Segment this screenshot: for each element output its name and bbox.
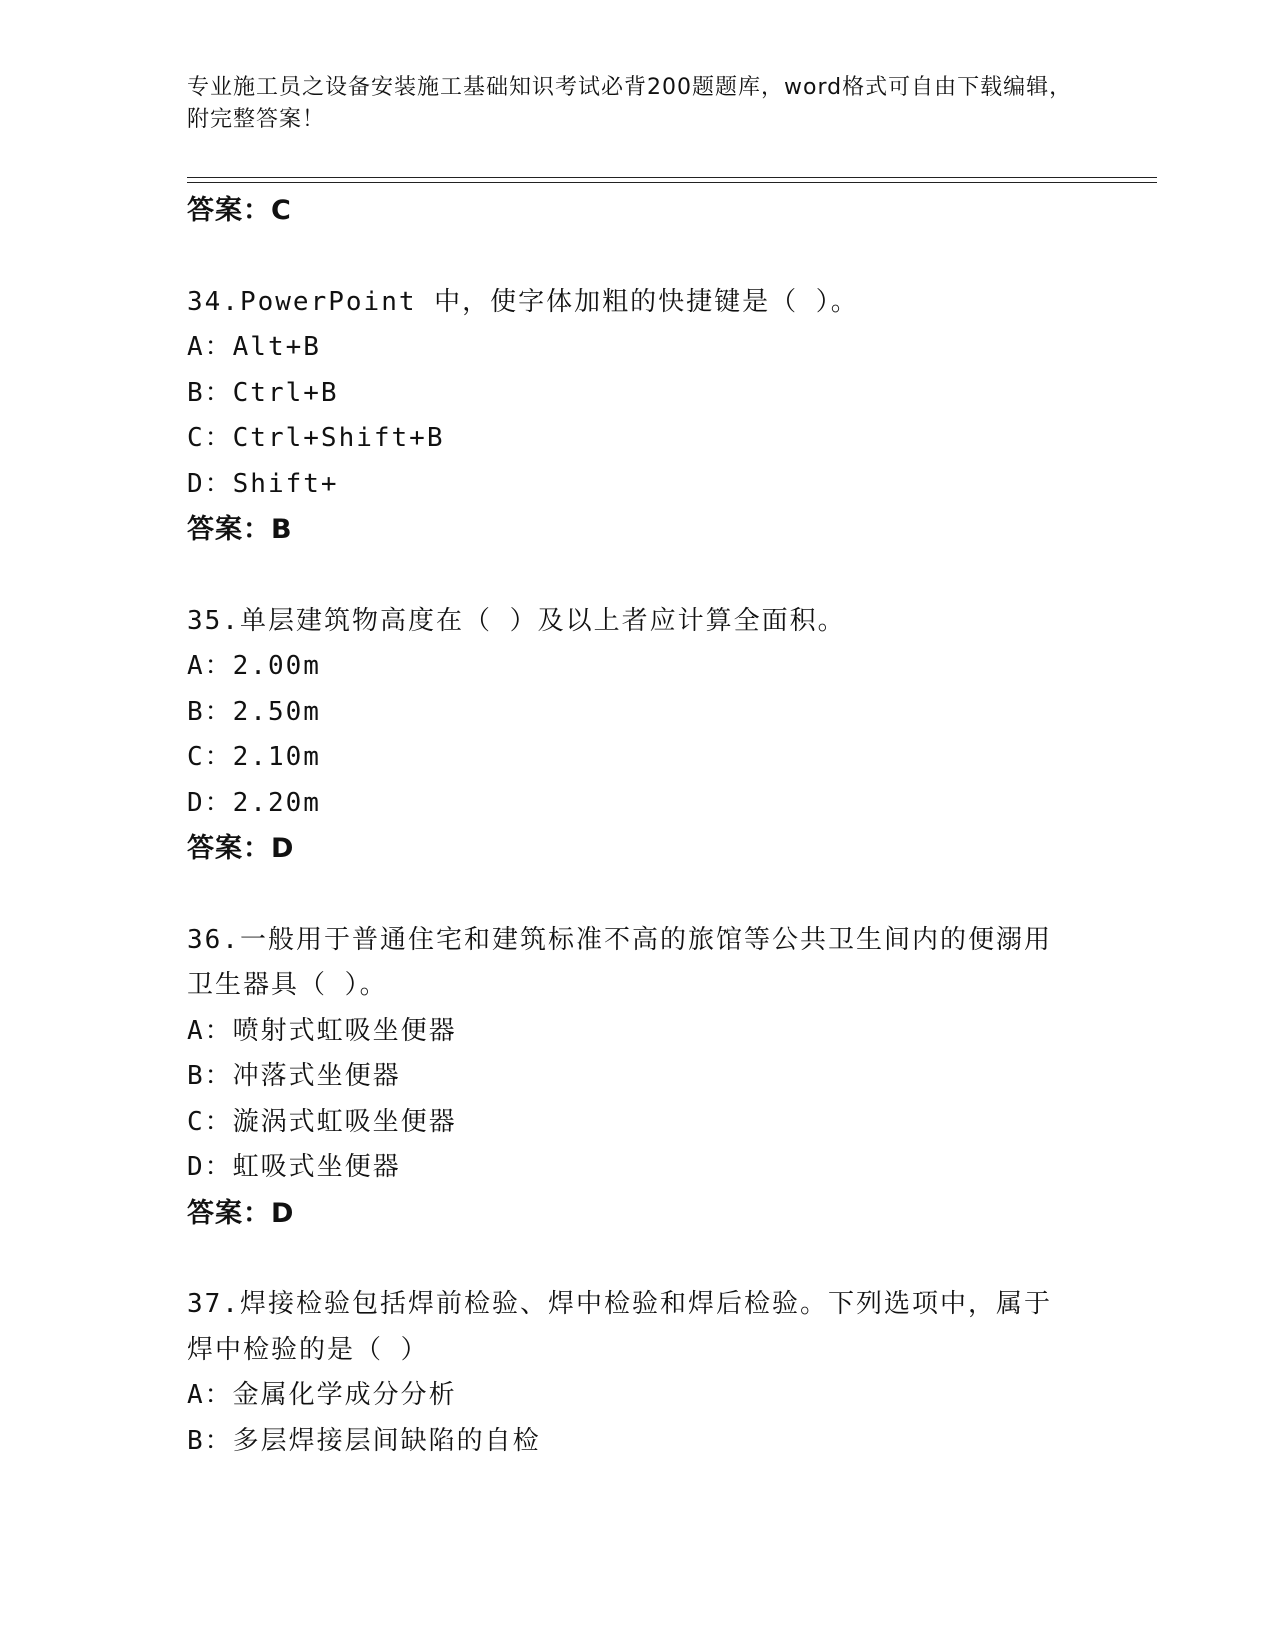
option-c: C：漩涡式虹吸坐便器 — [187, 1106, 457, 1137]
option-a: A：Alt+B — [187, 332, 321, 362]
question-number: 36. — [187, 924, 240, 955]
option-d: D：2.20m — [187, 787, 321, 818]
answer-value: C — [271, 195, 292, 226]
answer-value: D — [271, 1197, 295, 1229]
answer-label: 答案： — [187, 514, 271, 545]
spacer — [187, 234, 1087, 280]
answer-line — [187, 826, 1087, 872]
option-b: B：多层焊接层间缺陷的自检 — [187, 1425, 541, 1456]
question-number: 35. — [187, 605, 240, 636]
option-a: A：金属化学成分分析 — [187, 1380, 457, 1410]
question-number: 37. — [187, 1289, 240, 1319]
answer-label: 答案： — [187, 833, 271, 864]
answer-label: 答案： — [187, 1197, 271, 1229]
question-text: 一般用于普通住宅和建筑标准不高的旅馆等公共卫生间内的便溺用 — [239, 924, 1052, 955]
option-c: C：2.10m — [187, 742, 321, 772]
spacer — [187, 1236, 1087, 1282]
question-text-continued: 卫生器具（ ）。 — [187, 970, 388, 1000]
option-d: D：Shift+ — [187, 468, 339, 499]
question-35 — [187, 599, 1087, 645]
spacer — [187, 872, 1087, 918]
question-text: PowerPoint 中，使字体加粗的快捷键是（ ）。 — [239, 286, 859, 317]
answer-line — [187, 188, 1087, 234]
header-rule-top — [187, 177, 1157, 178]
option-c: C：Ctrl+Shift+B — [187, 423, 445, 453]
question-36 — [187, 918, 1087, 964]
document-header: 专业施工员之设备安装施工基础知识考试必背200题题库，word格式可自由下载编辑，附完整答案！ — [187, 75, 1073, 132]
answer-value: D — [271, 833, 295, 864]
option-d: D：虹吸式坐便器 — [187, 1152, 401, 1182]
answer-label: 答案： — [187, 195, 271, 226]
answer-value: B — [271, 514, 293, 545]
header-rule-bottom — [187, 182, 1157, 183]
option-b: B：2.50m — [187, 696, 321, 727]
spacer — [187, 553, 1087, 599]
answer-line — [187, 1191, 1087, 1237]
option-a: A：喷射式虹吸坐便器 — [187, 1015, 457, 1046]
option-b: B：冲落式坐便器 — [187, 1061, 401, 1091]
question-number: 34. — [187, 286, 240, 317]
option-a: A：2.00m — [187, 651, 321, 681]
question-text-continued: 焊中检验的是（ ） — [187, 1334, 429, 1365]
document-content — [187, 188, 1087, 1464]
question-34 — [187, 280, 1087, 326]
question-text: 焊接检验包括焊前检验、焊中检验和焊后检验。下列选项中，属于 — [239, 1289, 1052, 1319]
answer-line — [187, 507, 1087, 553]
question-37 — [187, 1282, 1087, 1328]
question-text: 单层建筑物高度在（ ）及以上者应计算全面积。 — [239, 605, 846, 636]
option-b: B：Ctrl+B — [187, 377, 339, 408]
